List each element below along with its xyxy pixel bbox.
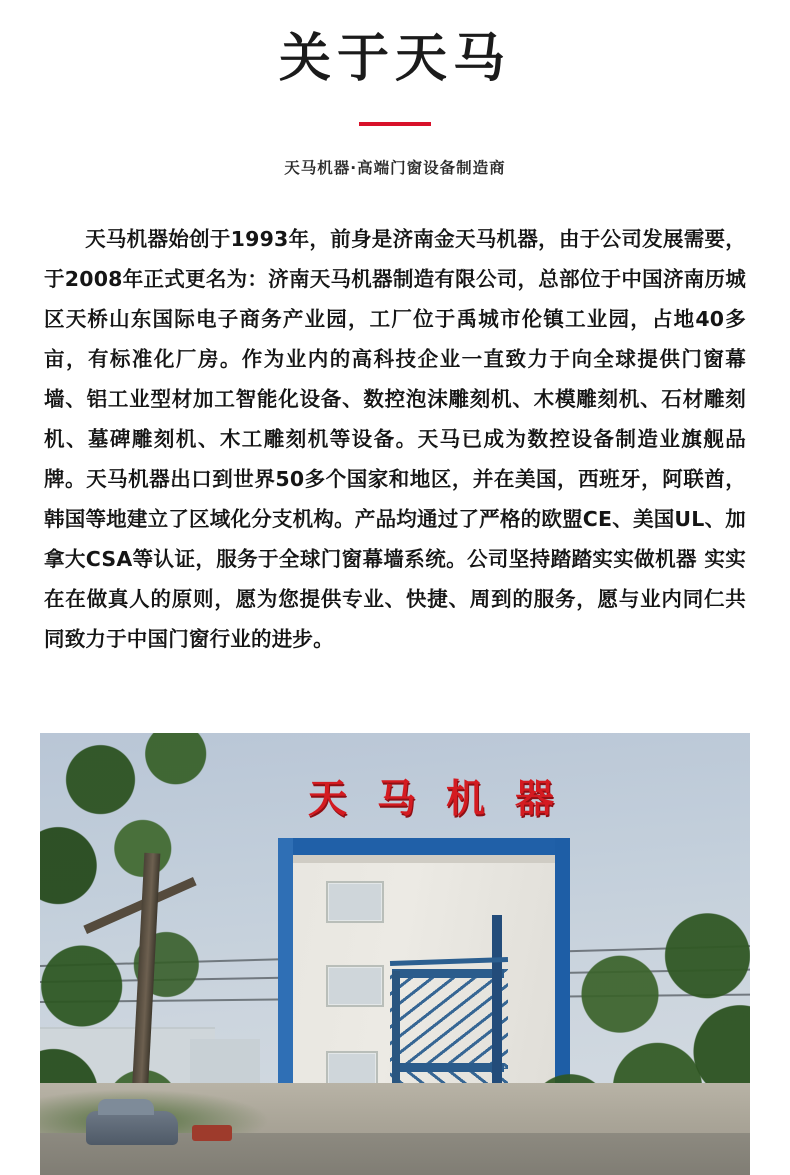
sign-char-4: 器 — [514, 777, 554, 822]
company-building-photo — [40, 733, 750, 1175]
page-title: 关于天马 — [278, 29, 511, 89]
building-window-middle — [326, 965, 384, 1007]
rooftop-sign — [308, 777, 554, 822]
sign-char-2: 马 — [376, 777, 416, 822]
stair-landing-lower — [392, 1063, 504, 1072]
stair-flight-upper — [390, 969, 508, 1069]
parked-car — [86, 1111, 178, 1145]
sign-char-3: 机 — [445, 777, 485, 822]
company-description — [44, 220, 746, 660]
company-description-text: 天马机器始创于1993年，前身是济南金天马机器，由于公司发展需要，于2008年正式更名为：济南天马机器制造有限公司，总部位于中国济南历城区天桥山东国际电子商务产业园，工厂位于禹城市伦镇工业园，占地40多亩，有标准化厂房。作为业内的高科技企业一直致力于向全球提供门窗幕墙、铝工业型材加工智能化设备、数控泡沫雕刻机、木模雕刻机、石材雕刻机、墓碑雕刻机、木工雕刻机等设备。天马已成为数控设备制造业旗舰品牌。天马机器出口到世界50多个国家和地区，并在美国，西班牙，阿联酋，韩国等地建立了区域化分支机构。产品均通过了严格的欧盟CE、美国UL、加拿大CSA等认证，服务于全球门窗幕墙系统。公司坚持踏踏实实做机器 实实在在做真人的原则，愿为您提供专业、快捷、周到的服务，愿与业内同仁共同致力于中国门窗行业的进步。 — [44, 227, 746, 652]
sign-char-1: 天 — [308, 777, 348, 822]
red-ground-object — [192, 1125, 232, 1141]
building-blue-cornice — [278, 838, 570, 855]
page-subtitle: 天马机器·高端门窗设备制造商 — [284, 159, 506, 178]
building-parapet — [293, 855, 555, 863]
title-divider — [359, 122, 431, 126]
stair-landing-upper — [392, 969, 504, 978]
building-window-upper — [326, 881, 384, 923]
page-header — [0, 0, 790, 178]
